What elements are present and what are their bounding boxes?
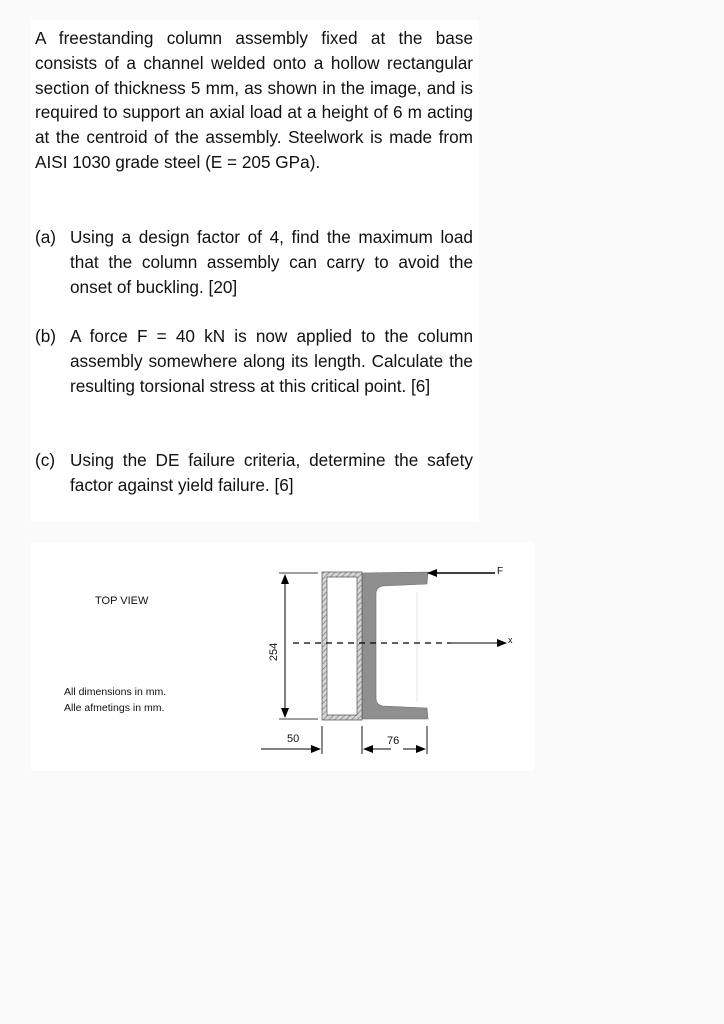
question-part-a — [35, 225, 473, 299]
cross-section-diagram — [31, 542, 534, 771]
question-part-c — [35, 448, 473, 498]
problem-statement — [31, 20, 479, 522]
force-label: F — [497, 566, 504, 577]
channel-width-label: 76 — [387, 735, 400, 747]
question-part-b — [35, 324, 473, 398]
part-b-label: (b) — [35, 326, 57, 346]
intro-paragraph: A freestanding column assembly fixed at the base consists of a channel welded onto a hollow rectangular section of thickness 5 mm, as shown in the image, and is required to support an axial load at a height of 6 m acting at the centroid of the assembly. Steelwork is made from AISI 1030 grade steel (E = 205 GPa). — [35, 28, 473, 172]
cross-section-figure — [31, 542, 534, 771]
part-c-label: (c) — [35, 450, 56, 470]
channel-section — [362, 572, 428, 719]
box-width-label: 50 — [287, 733, 300, 745]
hollow-rectangular-section — [322, 572, 362, 720]
x-axis-label: x — [508, 635, 513, 645]
part-a-label: (a) — [35, 227, 57, 247]
part-a-text: Using a design factor of 4, find the maximum load that the column assembly can carry to avoid the onset of buckling. [20] — [70, 227, 473, 297]
top-view-label: TOP VIEW — [95, 595, 149, 607]
height-dimension-label: 254 — [268, 642, 280, 662]
dimensions-note-en: All dimensions in mm. — [64, 686, 167, 698]
part-c-text: Using the DE failure criteria, determine the safety factor against yield failure. [6] — [70, 450, 473, 495]
dimensions-note-af: Alle afmetings in mm. — [64, 702, 165, 714]
part-b-text: A force F = 40 kN is now applied to the column assembly somewhere along its length. Calculate the resulting torsional stress at this critical point. [6] — [70, 326, 473, 396]
